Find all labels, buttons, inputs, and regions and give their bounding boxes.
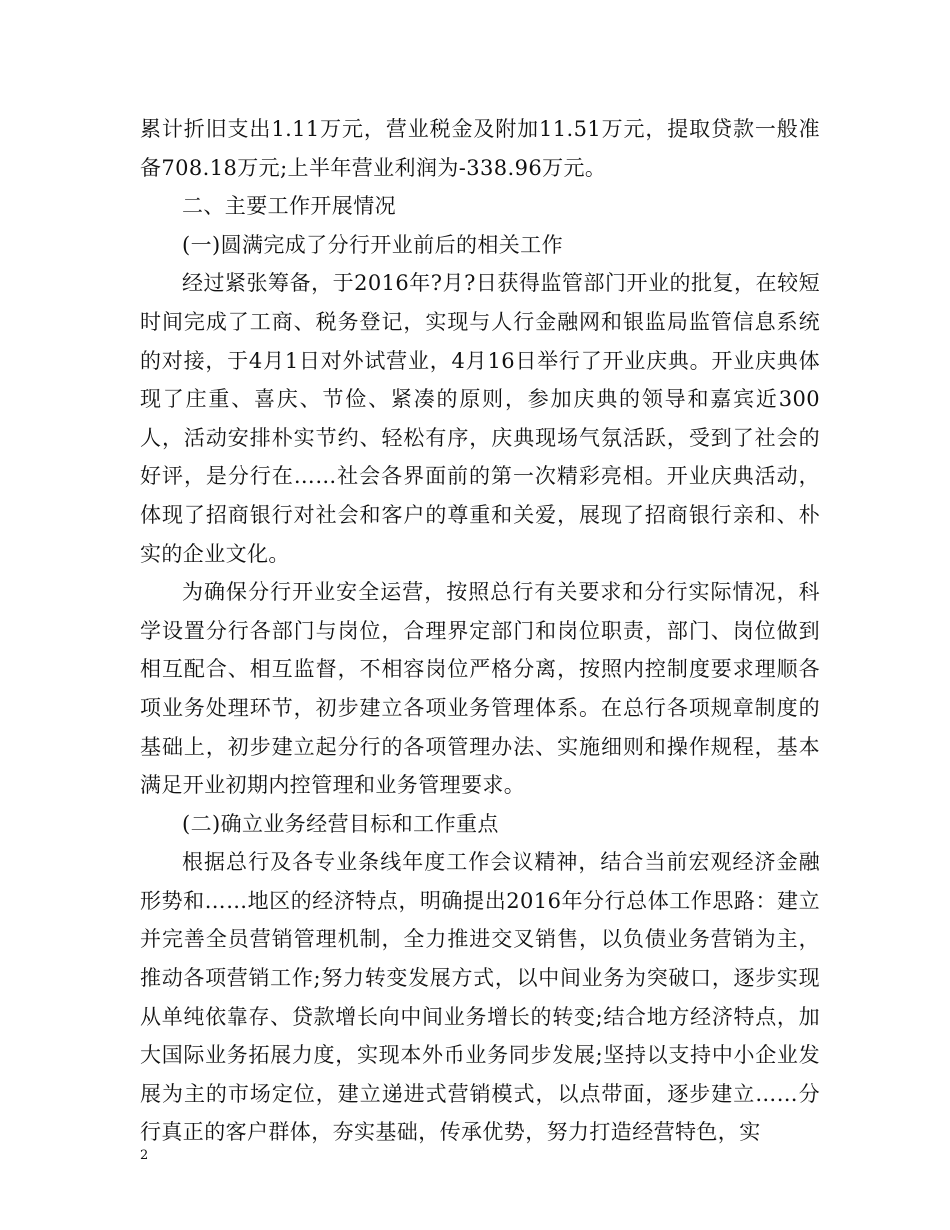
body-text <box>140 110 820 1152</box>
page-number: 2 <box>140 1148 149 1163</box>
paragraph-opening-ceremony: 经过紧张筹备，于2016年?月?日获得监管部门开业的批复，在较短时间完成了工商、税务登记，实现与人行金融网和银监局监管信息系统的对接，于4月1日对外试营业，4月16日举行了开业庆典。开业庆典体现了庄重、喜庆、节俭、紧凑的原则，参加庆典的领导和嘉宾近300人，活动安排朴实节约、轻松有序，庆典现场气氛活跃，受到了社会的好评，是分行在……社会各界面前的第一次精彩亮相。开业庆典活动，体现了招商银行对社会和客户的尊重和关爱，展现了招商银行亲和、朴实的企业文化。 <box>140 271 820 566</box>
subsection-heading-business-goals: (二)确立业务经营目标和工作重点 <box>182 811 499 836</box>
paragraph-continuation: 累计折旧支出1.11万元，营业税金及附加11.51万元，提取贷款一般准备708.18万元;上半年营业利润为-338.96万元。 <box>140 117 820 180</box>
paragraph-safe-operation: 为确保分行开业安全运营，按照总行有关要求和分行实际情况，科学设置分行各部门与岗位，合理界定部门和岗位职责，部门、岗位做到相互配合、相互监督，不相容岗位严格分离，按照内控制度要求理顺各项业务处理环节，初步建立各项业务管理体系。在总行各项规章制度的基础上，初步建立起分行的各项管理办法、实施细则和操作规程，基本满足开业初期内控管理和业务管理要求。 <box>140 580 820 798</box>
paragraph-work-plan: 根据总行及各专业条线年度工作会议精神，结合当前宏观经济金融形势和……地区的经济特点，明确提出2016年分行总体工作思路：建立并完善全员营销管理机制，全力推进交叉销售，以负债业务营销为主，推动各项营销工作;努力转变发展方式，以中间业务为突破口，逐步实现从单纯依靠存、贷款增长向中间业务增长的转变;结合地方经济特点，加大国际业务拓展力度，实现本外币业务同步发展;坚持以支持中小企业发展为主的市场定位，建立递进式营销模式，以点带面，逐步建立……分行真正的客户群体，夯实基础，传承优势，努力打造经营特色，实 <box>140 850 820 1145</box>
section-heading-main-work: 二、主要工作开展情况 <box>182 194 396 219</box>
subsection-heading-opening-work: (一)圆满完成了分行开业前后的相关工作 <box>182 232 563 257</box>
